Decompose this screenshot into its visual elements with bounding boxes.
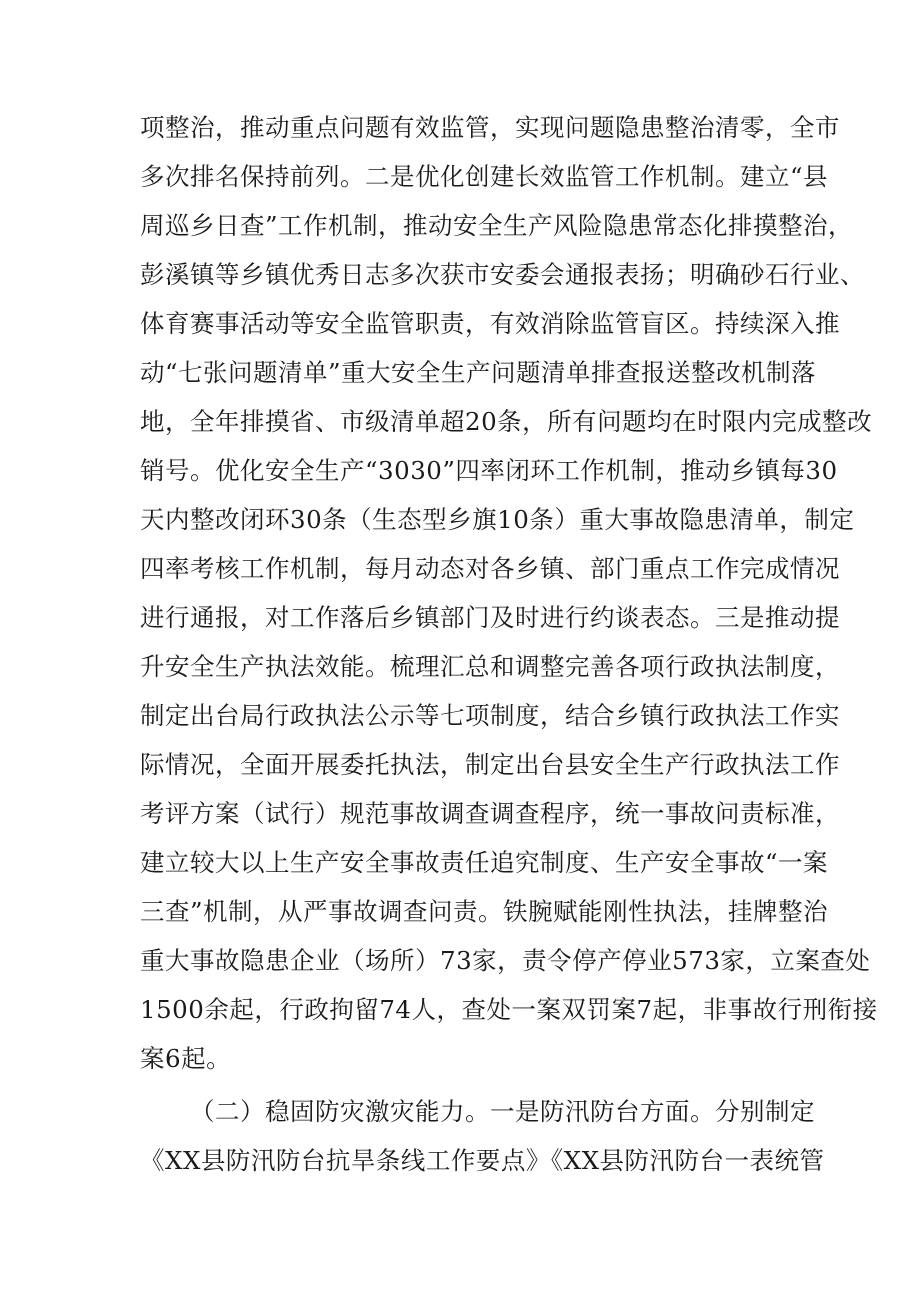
text-line: 周巡乡日查”工作机制，推动安全生产风险隐患常态化排摸整治， [140,211,854,240]
text-line: 建立较大以上生产安全事故责任追究制度、生产安全事故“一案 [140,848,829,877]
text-line: 进行通报，对工作落后乡镇部门及时进行约谈表态。三是推动提 [140,603,840,632]
text-line: 升安全生产执法效能。梳理汇总和调整完善各项行政执法制度， [140,652,840,681]
text-line: 体育赛事活动等安全监管职责，有效消除监管盲区。持续深入推 [140,309,840,338]
text-line: 考评方案（试行）规范事故调查调查程序，统一事故问责标准， [140,799,840,828]
text-line: 四率考核工作机制，每月动态对各乡镇、部门重点工作完成情况 [140,554,840,583]
text-line: 多次排名保持前列。二是优化创建长效监管工作机制。建立“县 [140,162,829,191]
text-line: （二）稳固防灾激灾能力。一是防汛防台方面。分别制定 [190,1097,815,1126]
text-line: 际情况，全面开展委托执法，制定出台县安全生产行政执法工作 [140,750,840,779]
text-line: 彭溪镇等乡镇优秀日志多次获市安委会通报表扬；明确砂石行业、 [140,260,865,289]
text-line: 动“七张问题清单”重大安全生产问题清单排查报送整改机制落 [140,358,817,387]
text-line: 三查”机制，从严事故调查问责。铁腕赋能刚性执法，挂牌整治 [140,897,829,926]
text-line: 销号。优化安全生产“3030”四率闭环工作机制，推动乡镇每30 [140,456,838,485]
text-line: 地，全年排摸省、市级清单超20条，所有问题均在时限内完成整改 [140,407,873,436]
text-line: 重大事故隐患企业（场所）73家，责令停产停业573家，立案查处 [140,946,871,975]
text-line: 项整治，推动重点问题有效监管，实现问题隐患整治清零，全市 [140,113,840,142]
text-line: 案6起。 [140,1044,232,1073]
text-line: 《XX县防汛防台抗旱条线工作要点》《XX县防汛防台一表统管 [140,1146,825,1175]
text-line: 制定出台局行政执法公示等七项制度，结合乡镇行政执法工作实 [140,701,840,730]
text-line: 天内整改闭环30条（生态型乡旗10条）重大事故隐患清单，制定 [140,505,855,534]
text-line: 1500余起，行政拘留74人，查处一案双罚案7起，非事故行刑衔接 [140,995,878,1024]
